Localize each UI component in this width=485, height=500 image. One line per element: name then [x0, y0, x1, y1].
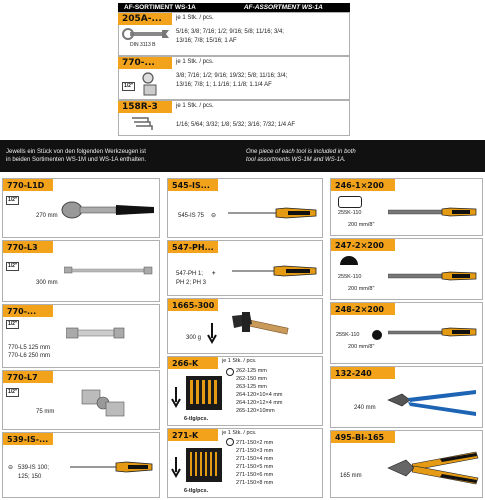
set-item: 271-150×5 mm — [236, 464, 274, 470]
top-row-2-code: 770-... — [118, 57, 172, 69]
header-en: AF-ASSORTMENT WS-1A — [243, 4, 323, 11]
drive-badge: 1/2" — [124, 83, 134, 89]
tool-detail-2: 200 mm/8" — [348, 344, 375, 350]
top-row-1-sizes-2: 13/16; 7/8; 15/16; 1 AF — [176, 38, 237, 44]
pin-punch-set-icon — [184, 444, 224, 484]
tool-detail: 300 g — [186, 335, 202, 341]
notice-en-2: tool assortments WS-1M and WS-1A. — [246, 157, 346, 163]
round-file-icon — [388, 326, 478, 338]
set-item: 271-150×3 mm — [236, 448, 274, 454]
tool-code: 770-... — [3, 305, 53, 317]
set-item: 263-125 mm — [236, 384, 267, 390]
header-de: AF-SORTIMENT WS-1A — [124, 4, 196, 11]
set-item: 271-150×6 mm — [236, 472, 274, 478]
file-set-icon — [184, 372, 224, 412]
notice-de-2: in beiden Sortimenten WS-1M und WS-1A enthalten. — [6, 157, 147, 163]
tool-detail-1: 770-L5 125 mm — [8, 345, 51, 351]
set-count: 6-tlg/pcs. — [184, 488, 209, 494]
drive-badge: 1/2" — [8, 321, 18, 327]
top-row-2-sizes-2: 13/16; 7/8; 1; 1.1/16; 1.1/8; 1.1/4 AF — [176, 82, 272, 88]
tool-code: 132-240 — [331, 367, 395, 379]
tool-detail: 240 mm — [354, 405, 376, 411]
tool-code: 495-BI-165 — [331, 431, 395, 443]
tool-detail: 165 mm — [340, 473, 362, 479]
slot-symbol-icon: ⊖ — [8, 465, 14, 471]
tool-detail-1: 255K-110 — [338, 210, 362, 216]
tool-code: 539-IS-... — [3, 433, 53, 445]
top-row-2-label: je 1 Stk. / pcs. — [176, 59, 214, 65]
flat-file-icon — [388, 206, 478, 218]
tool-detail-1: 255K-110 — [336, 332, 360, 338]
slot-symbol-icon: ⊖ — [211, 213, 217, 219]
tool-detail-2: 770-L6 250 mm — [8, 353, 51, 359]
top-row-1-code: 205A-... — [118, 13, 172, 25]
circle-marker-icon — [226, 438, 234, 446]
combination-wrench-icon — [122, 28, 170, 40]
circle-marker-icon — [226, 368, 234, 376]
set-item: 262-150 mm — [236, 376, 267, 382]
universal-joint-icon — [78, 386, 128, 420]
tool-code: 547-PH... — [168, 241, 218, 253]
drive-badge: 1/2" — [8, 389, 18, 395]
screwdriver-icon — [232, 264, 318, 278]
tool-code: 545-IS... — [168, 179, 218, 191]
set-label: je 1 Stk. / pcs. — [222, 358, 257, 364]
drive-badge: 1/2" — [8, 263, 18, 269]
notice-de-1: Jewells ein Stück von den folgenden Werkzeugen ist — [6, 149, 146, 155]
socket-icon — [140, 72, 166, 96]
set-item: 271-150×4 mm — [236, 456, 274, 462]
tool-detail-2: 200 mm/8" — [348, 286, 375, 292]
down-arrow-icon — [171, 456, 181, 478]
tool-code: 246-1×200 — [331, 179, 395, 191]
tool-detail-1: 255K-110 — [338, 274, 362, 280]
tool-code: 770-L7 — [3, 371, 53, 383]
top-row-3-sizes-1: 1/16; 5/64; 3/32; 1/8; 5/32; 3/16; 7/32; 1/4 AF — [176, 122, 296, 128]
product-tag: DIN 3113 B — [130, 42, 156, 48]
top-table-header — [118, 3, 350, 12]
extension-icon — [66, 326, 126, 340]
tool-code: 1665-300 — [168, 299, 218, 311]
screwdriver-icon — [228, 206, 318, 220]
set-item: 262-125 mm — [236, 368, 267, 374]
down-arrow-icon — [171, 386, 181, 408]
set-item: 265-120×10mm — [236, 408, 275, 414]
set-count: 6-tlg/pcs. — [184, 416, 209, 422]
tool-code: 271-K — [168, 429, 218, 441]
top-row-2-sizes-1: 3/8; 7/16; 1/2; 9/16; 19/32; 5/8; 11/16; 3/4; — [176, 73, 288, 79]
notice-en-1: One piece of each tool is included in both — [246, 149, 356, 155]
top-row-1-label: je 1 Stk. / pcs. — [176, 15, 214, 21]
tool-code: 266-K — [168, 357, 218, 369]
round-profile-icon — [372, 330, 382, 340]
extension-bar-icon — [64, 264, 154, 276]
tool-code: 248-2×200 — [331, 303, 395, 315]
hex-key-set-icon — [130, 114, 158, 132]
set-item: 264-120×12×4 mm — [236, 400, 283, 406]
set-item: 271-150×8 mm — [236, 480, 274, 486]
drive-badge: 1/2" — [8, 197, 18, 203]
tool-code: 247-2×200 — [331, 239, 395, 251]
flat-file-profile-icon — [338, 196, 362, 208]
tool-detail: 545-IS 75 — [178, 213, 205, 219]
set-item: 264-120×10×4 mm — [236, 392, 283, 398]
set-item: 271-150×2 mm — [236, 440, 274, 446]
tool-detail: 270 mm — [36, 213, 58, 219]
ratchet-icon — [60, 198, 156, 222]
top-row-1-sizes-1: 5/16; 3/8; 7/16; 1/2; 9/16; 5/8; 11/16; 3/4; — [176, 29, 284, 35]
hammer-icon — [228, 310, 292, 350]
top-row-3-label: je 1 Stk. / pcs. — [176, 103, 214, 109]
tool-detail: 75 mm — [36, 409, 55, 415]
tool-code: 770-L3 — [3, 241, 53, 253]
phillips-symbol-icon: + — [212, 271, 216, 277]
top-row-3-code: 158R-3 — [118, 101, 172, 113]
tool-detail-2: PH 2; PH 3 — [176, 280, 207, 286]
notice-bar — [0, 140, 485, 172]
set-label: je 1 Stk. / pcs. — [222, 430, 257, 436]
tool-detail: 300 mm — [36, 280, 58, 286]
tool-detail-1: 547-PH 1; — [176, 271, 204, 277]
down-arrow-icon — [207, 322, 217, 344]
tool-detail-1: 539-IS 100; — [18, 465, 50, 471]
screwdriver-icon — [70, 460, 154, 474]
tool-detail-2: 125; 150 — [18, 474, 42, 480]
half-round-file-icon — [388, 270, 478, 282]
water-pump-pliers-icon — [384, 386, 480, 418]
tool-code: 770-L1D — [3, 179, 53, 191]
combination-pliers-icon — [384, 448, 480, 490]
tool-detail-2: 200 mm/8" — [348, 222, 375, 228]
